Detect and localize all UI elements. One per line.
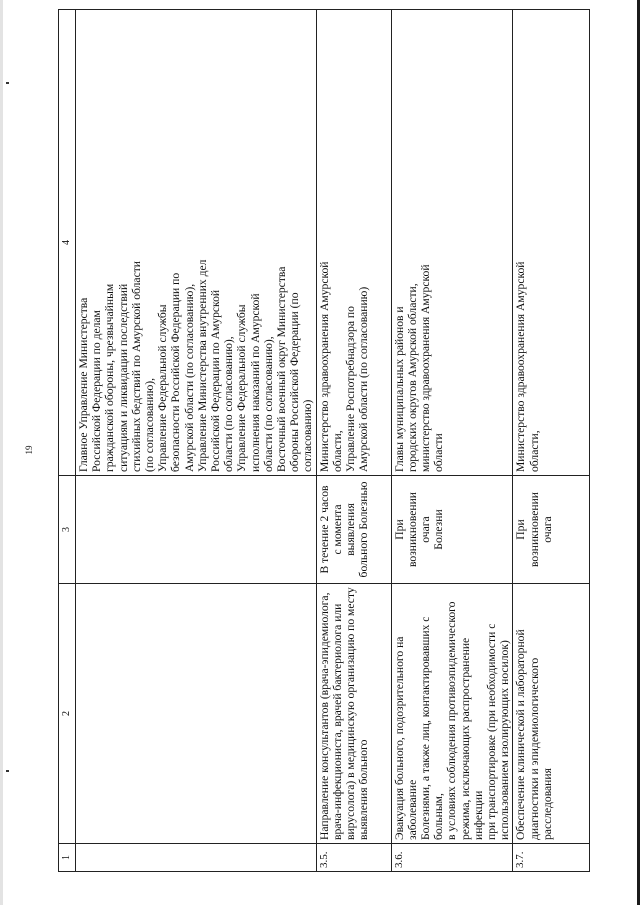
page-number: 19 (24, 445, 34, 455)
scan-speck (6, 770, 9, 772)
table-row (76, 10, 317, 872)
row-number (76, 844, 317, 872)
header-cell: 3 (59, 476, 76, 584)
header-cell: 1 (59, 844, 76, 872)
row-action: Эвакуация больного, подозрительного на заболевание Болезнями, а также лиц, контактировавших с больным, в условиях соблюдения противоэпидемического режима, исключающих распространение инфекции при транспортировке (при необходимости с использованием изолирующих носилок) (391, 584, 513, 844)
measures-table (58, 9, 590, 872)
row-responsible: Главы муниципальных районов и городских округов Амурской области, министерство здравоохранения Амурской области (391, 10, 513, 476)
scan-speck (6, 82, 9, 84)
row-action: Обеспечение клинической и лабораторной диагностики и эпидемиологического расследования (513, 584, 590, 844)
row-responsible: Главное Управление Министерства Российской Федерации по делам гражданской обороны, чрезвычайным ситуациям и ликвидации последствий стихийных бедствий по Амурской области (по согласованию), Управление Федеральной службы безопасности Российской Федерации по Амурской области (по согласованию), Управление Министерства внутренних дел Российской Федерации по Амурской области (по согласованию), Управление Федеральной службы исполнения наказаний по Амурской области (по согласованию), Восточный военный округ Министерства обороны Российской Федерации (по согласованию) (76, 10, 317, 476)
row-time (76, 476, 317, 584)
row-time: В течение 2 часов с момента выявления больного Болезнью (316, 476, 391, 584)
row-action (76, 584, 317, 844)
header-cell: 4 (59, 10, 76, 476)
row-responsible: Министерство здравоохранения Амурской области, (513, 10, 590, 476)
row-number: 3.5. (316, 844, 391, 872)
table-row (316, 10, 391, 872)
row-number: 3.7. (513, 844, 590, 872)
row-responsible: Министерство здравоохранения Амурской области, Управление Роспотребнадзора по Амурской области (по согласованию) (316, 10, 391, 476)
row-number: 3.6. (391, 844, 513, 872)
table-row (391, 10, 513, 872)
table-header-row (59, 10, 76, 872)
row-time: При возникновении очага Болезни (391, 476, 513, 584)
header-cell: 2 (59, 584, 76, 844)
row-time: При возникновении очага (513, 476, 590, 584)
scan-left-edge (0, 0, 3, 905)
rotated-page (58, 10, 590, 872)
table-row (513, 10, 590, 872)
row-action: Направление консультантов (врача-эпидемиолога, врача-инфекциониста, врачей бактериолога или вирусолога) в медицинскую организацию по месту выявления больного (316, 584, 391, 844)
